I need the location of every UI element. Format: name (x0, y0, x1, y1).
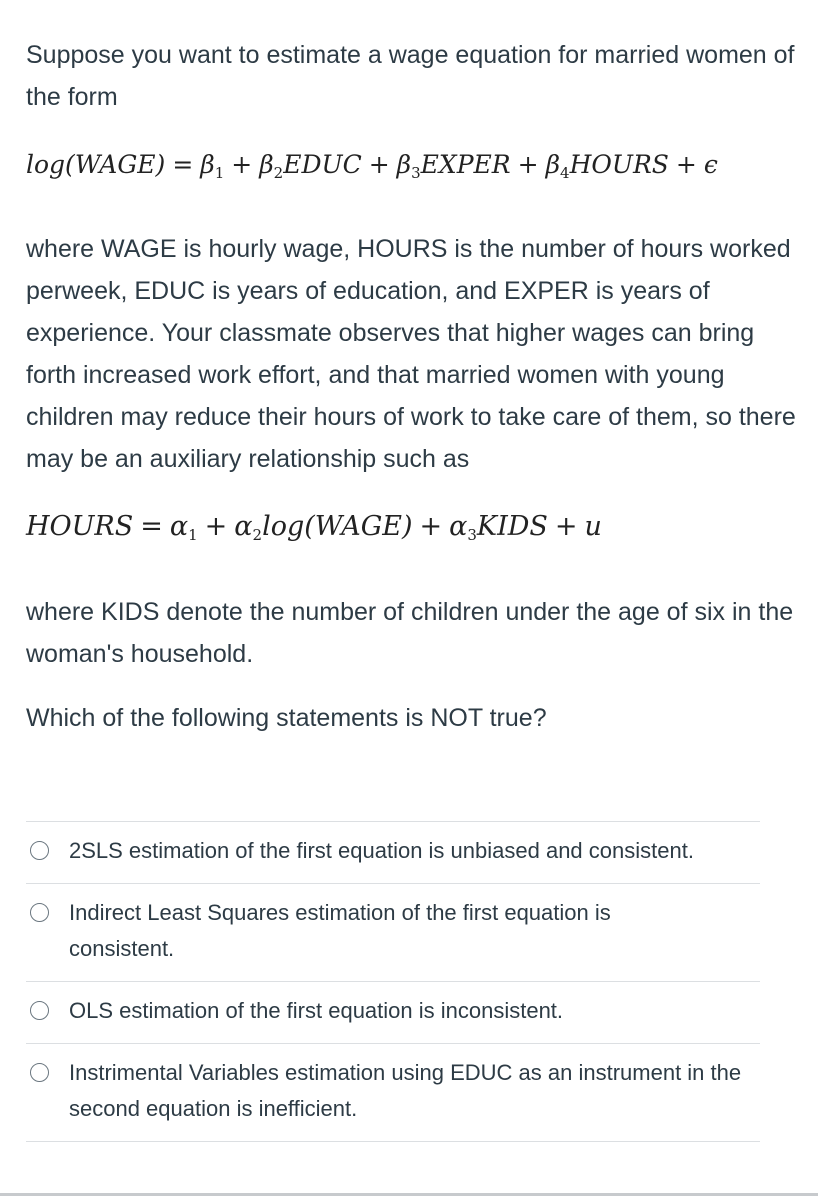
math-operator: + (368, 150, 390, 179)
answer-option-label[interactable]: OLS estimation of the first equation is inconsistent. (69, 998, 564, 1023)
math-term: β (545, 150, 561, 179)
math-term: EXPER (420, 150, 511, 179)
math-operator: + (675, 150, 697, 179)
answer-option-2[interactable] (26, 883, 760, 981)
answer-option-4[interactable] (26, 1043, 760, 1142)
math-operator: + (517, 150, 539, 179)
math-term: log(WAGE) (262, 511, 413, 542)
radio-button[interactable] (30, 1063, 49, 1082)
math-term: KIDS (476, 511, 548, 542)
math-term: α (449, 511, 468, 542)
math-term: α (234, 511, 253, 542)
math-subscript: 3 (411, 164, 421, 182)
math-term: ϵ (703, 150, 718, 179)
math-term: EDUC (283, 150, 362, 179)
math-term: log( (26, 150, 75, 179)
math-term: HOURS (26, 511, 134, 542)
math-subscript: 2 (273, 164, 284, 182)
question-intro: Suppose you want to estimate a wage equation for married women of the form (26, 41, 795, 111)
math-term: HOURS (569, 150, 669, 179)
math-subscript: 1 (214, 164, 225, 182)
math-term: β (396, 150, 412, 179)
math-term: ) (155, 150, 166, 179)
answer-option-label[interactable]: Instrimental Variables estimation using EDUC as an instrument in the second equation is inefficient. (69, 1060, 742, 1121)
math-term: β (259, 150, 274, 179)
answer-option-label[interactable]: Indirect Least Squares estimation of the first equation is consistent. (69, 900, 611, 961)
kids-note: where KIDS denote the number of children under the age of six in the woman's household. (26, 598, 794, 668)
radio-button[interactable] (30, 841, 49, 860)
radio-button[interactable] (30, 903, 49, 922)
answer-options (26, 821, 760, 1142)
question-explanation: where WAGE is hourly wage, HOURS is the number of hours worked perweek, EDUC is years of education, and EXPER is years of experience. Your classmate observes that higher wages can bring forth increased work effort, and that married women with young children may reduce their hours of work to take care of them, so there may be an auxiliary relationship such as (26, 235, 796, 473)
wage-equation (26, 144, 796, 186)
math-term: α (169, 511, 189, 542)
math-subscript: 1 (188, 526, 198, 544)
question-body (26, 34, 796, 739)
answer-option-1[interactable] (26, 821, 760, 883)
math-operator: + (419, 511, 443, 542)
math-term: β (200, 150, 215, 179)
question-prompt: Which of the following statements is NOT true? (26, 704, 547, 732)
math-operator: = (172, 150, 194, 179)
math-operator: = (140, 511, 163, 542)
math-operator: + (204, 511, 228, 542)
math-subscript: 4 (560, 164, 570, 182)
math-operator: + (554, 511, 578, 542)
answer-option-label[interactable]: 2SLS estimation of the first equation is unbiased and consistent. (69, 838, 694, 863)
math-term: WAGE (74, 150, 156, 179)
math-subscript: 2 (252, 526, 263, 544)
math-operator: + (231, 150, 253, 179)
math-term: u (584, 511, 602, 542)
hours-equation (26, 503, 796, 551)
math-subscript: 3 (467, 526, 477, 544)
radio-button[interactable] (30, 1001, 49, 1020)
answer-option-3[interactable] (26, 981, 760, 1043)
